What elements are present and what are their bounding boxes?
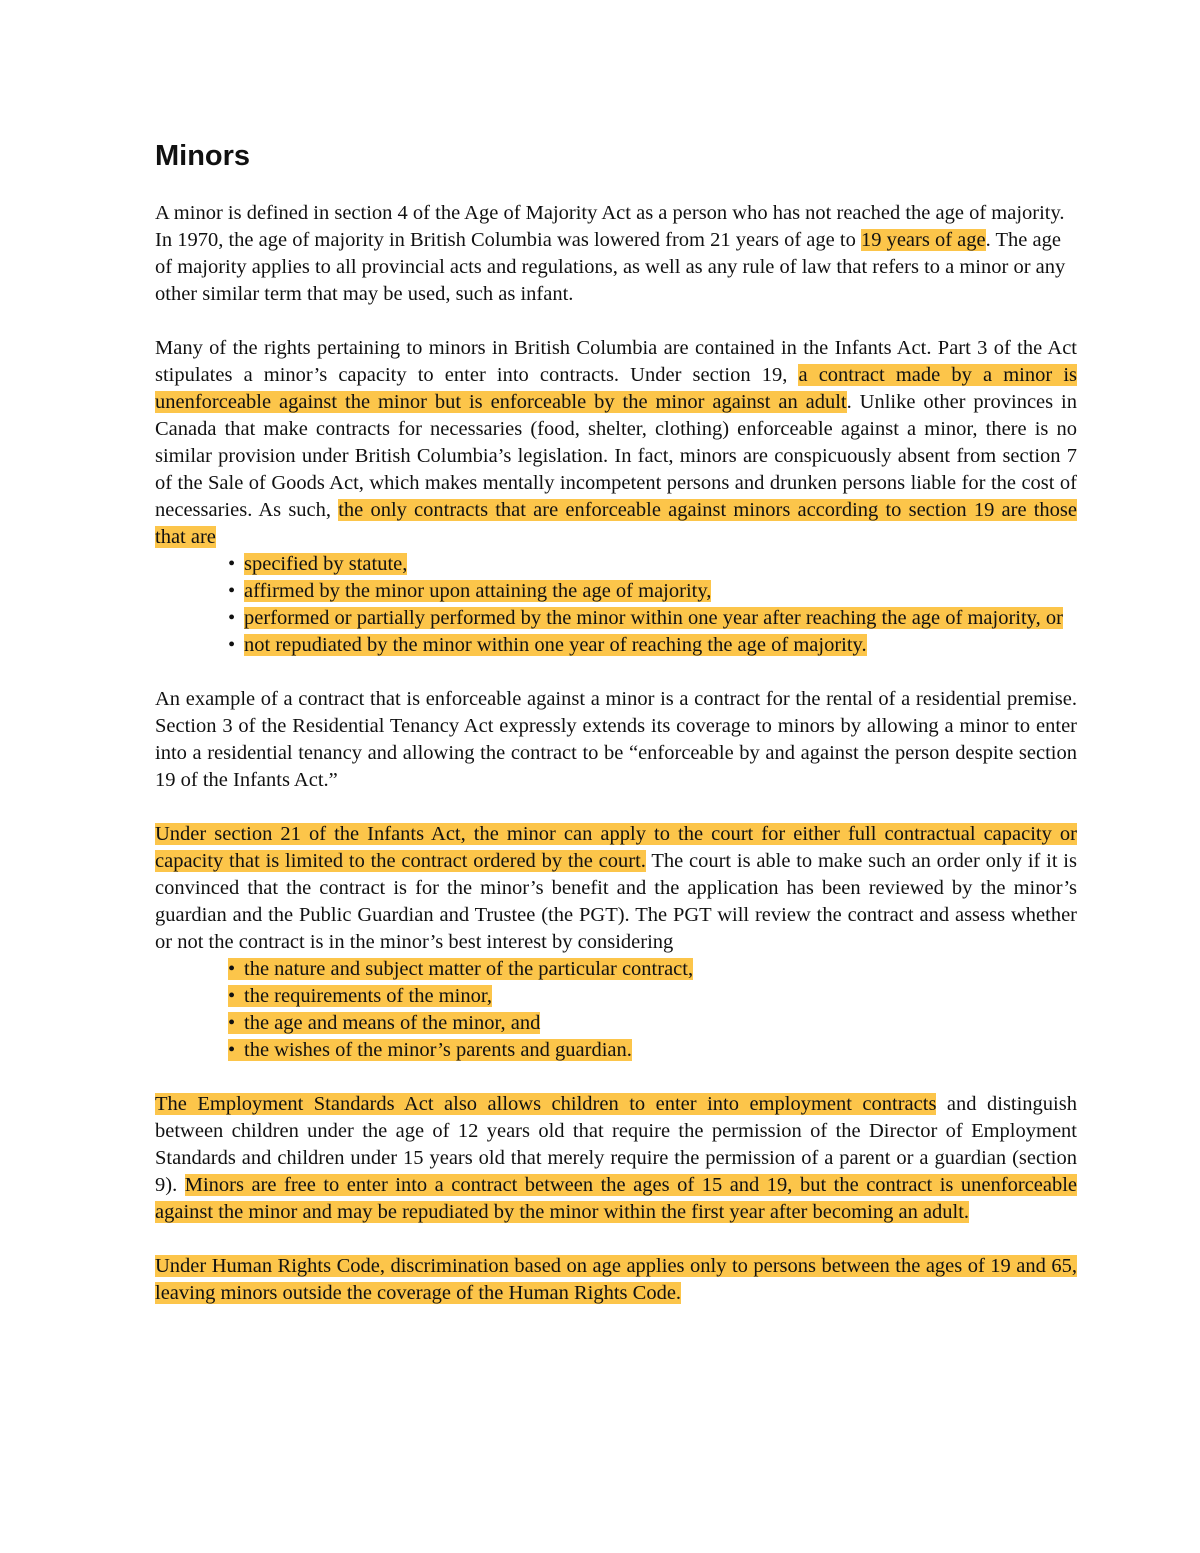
bullet-icon: •	[228, 1012, 236, 1034]
list-item-text: specified by statute,	[244, 553, 408, 575]
list-item	[228, 983, 1077, 1010]
list-item-text: not repudiated by the minor within one year of reaching the age of majority.	[244, 634, 867, 656]
list-item-text: affirmed by the minor upon attaining the age of majority,	[244, 580, 712, 602]
list-item-text: the nature and subject matter of the particular contract,	[244, 958, 694, 980]
bullet-icon: •	[228, 553, 236, 575]
list-item	[228, 551, 1077, 578]
text-segment: . The age of majority applies to all provincial acts and regulations, as well as any rule of law that refers to a minor or any other similar term that may be used, such as infant.	[155, 229, 1066, 305]
list-item-text: the requirements of the minor,	[244, 985, 492, 1007]
page-title: Minors	[155, 140, 251, 172]
bullet-icon: •	[228, 1039, 236, 1061]
paragraph-human-rights-code	[155, 1253, 1077, 1307]
list-item	[228, 578, 1077, 605]
paragraph-section-21	[155, 821, 1077, 956]
highlighted-text: 19 years of age	[860, 229, 986, 251]
text-segment: Many of the rights pertaining to minors in British Columbia are contained in the Infants Act. Part 3 of the Act stipulates a minor’s capacity to enter into contracts. Under section 19,	[155, 337, 1077, 386]
pgt-considerations-list	[155, 956, 1077, 1064]
bullet-icon: •	[228, 634, 236, 656]
highlighted-text: The Employment Standards Act also allows children to enter into employment contracts	[155, 1093, 937, 1115]
document-body	[155, 138, 1077, 1334]
list-item	[228, 1010, 1077, 1037]
text-segment: An example of a contract that is enforceable against a minor is a contract for the rental of a residential premise. Section 3 of the Residential Tenancy Act expressly extends its coverage to minors by allowing a minor to enter into a residential tenancy and allowing the contract to be “enforceable by and against the person despite section 19 of the Infants Act.”	[155, 688, 1077, 791]
enforceable-contracts-list	[155, 551, 1077, 659]
highlighted-text: Minors are free to enter into a contract between the ages of 15 and 19, but the contract is unenforceable against the minor and may be repudiated by the minor within the first year after becoming an adult.	[155, 1174, 1077, 1223]
text-segment: and distinguish between children under the age of 12 years old that require the permission of the Director of Employment Standards and children under 15 years old that merely require the permission of a parent or a guardian (section 9).	[155, 1093, 1077, 1196]
highlighted-text: a contract made by a minor is unenforceable against the minor but is enforceable by the minor against an adult	[155, 364, 1077, 413]
paragraph-residential-tenancy	[155, 686, 1077, 794]
text-segment: A minor is defined in section 4 of the Age of Majority Act as a person who has not reached the age of majority. In 1970, the age of majority in British Columbia was lowered from 21 years of age to	[155, 202, 1065, 251]
paragraph-employment-standards	[155, 1091, 1077, 1226]
list-item-text: the wishes of the minor’s parents and guardian.	[244, 1039, 632, 1061]
paragraph-infants-act	[155, 335, 1077, 551]
highlighted-text: the only contracts that are enforceable against minors according to section 19 are those that are	[155, 499, 1077, 548]
text-segment: . Unlike other provinces in Canada that make contracts for necessaries (food, shelter, clothing) enforceable against a minor, there is no similar provision under British Columbia’s legislation. In fact, minors are conspicuously absent from section 7 of the Sale of Goods Act, which makes mentally incompetent persons and drunken persons liable for the cost of necessaries. As such,	[155, 391, 1077, 521]
bullet-icon: •	[228, 580, 236, 602]
list-item	[228, 632, 1077, 659]
highlighted-text: Under section 21 of the Infants Act, the minor can apply to the court for either full contractual capacity or capacity that is limited to the contract ordered by the court.	[155, 823, 1077, 872]
list-item	[228, 1037, 1077, 1064]
paragraph-age-of-majority	[155, 200, 1077, 308]
list-item	[228, 956, 1077, 983]
list-item-text: performed or partially performed by the minor within one year after reaching the age of majority, or	[244, 607, 1063, 629]
list-item-text: the age and means of the minor, and	[244, 1012, 541, 1034]
bullet-icon: •	[228, 985, 236, 1007]
text-segment: The court is able to make such an order only if it is convinced that the contract is for the minor’s benefit and the application has been reviewed by the minor’s guardian and the Public Guardian and Trustee (the PGT). The PGT will review the contract and assess whether or not the contract is in the minor’s best interest by considering	[155, 850, 1077, 953]
bullet-icon: •	[228, 958, 236, 980]
list-item	[228, 605, 1077, 632]
highlighted-text: Under Human Rights Code, discrimination based on age applies only to persons between the ages of 19 and 65, leaving minors outside the coverage of the Human Rights Code.	[155, 1255, 1077, 1304]
bullet-icon: •	[228, 607, 236, 629]
